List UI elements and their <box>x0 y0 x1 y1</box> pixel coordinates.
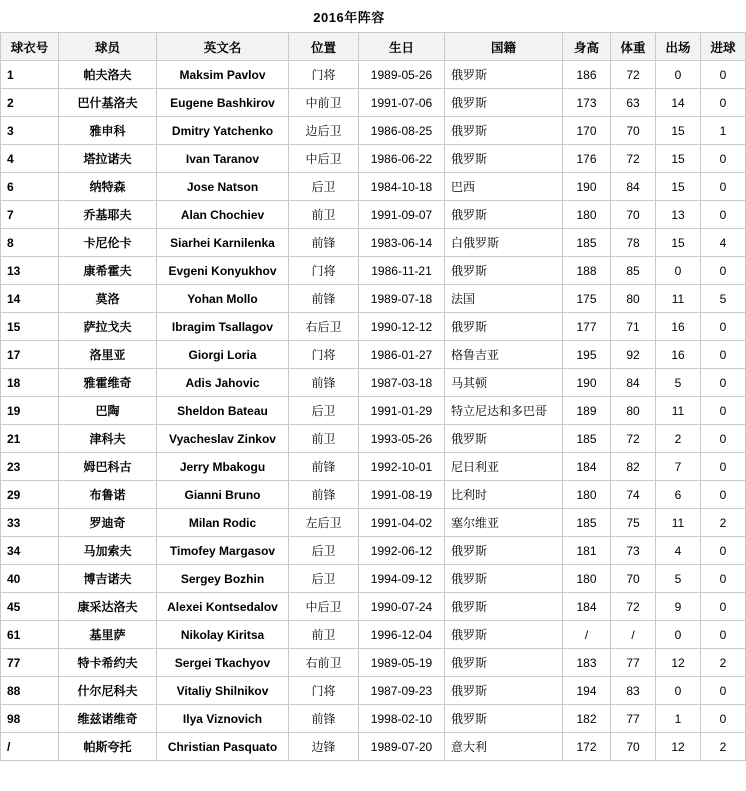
table-row <box>1 285 746 313</box>
player-name-cn: 马加索夫 <box>59 537 157 565</box>
player-number: 13 <box>1 257 59 285</box>
player-nation: 马其顿 <box>445 369 563 397</box>
player-weight: 71 <box>611 313 656 341</box>
player-nation: 俄罗斯 <box>445 89 563 117</box>
player-birthday: 1989-07-20 <box>359 733 445 761</box>
player-position: 前卫 <box>289 621 359 649</box>
player-name-en: Alan Chochiev <box>157 201 289 229</box>
player-name-cn: 特卡希约夫 <box>59 649 157 677</box>
player-number: / <box>1 733 59 761</box>
player-height: 184 <box>563 593 611 621</box>
column-header-position: 位置 <box>289 33 359 61</box>
player-goals: 2 <box>701 649 746 677</box>
table-row <box>1 89 746 117</box>
player-appearances: 0 <box>656 257 701 285</box>
player-goals: 0 <box>701 565 746 593</box>
player-birthday: 1990-07-24 <box>359 593 445 621</box>
player-number: 3 <box>1 117 59 145</box>
player-position: 前锋 <box>289 229 359 257</box>
player-weight: 84 <box>611 173 656 201</box>
player-number: 29 <box>1 481 59 509</box>
player-position: 前卫 <box>289 201 359 229</box>
player-nation: 白俄罗斯 <box>445 229 563 257</box>
player-birthday: 1989-05-19 <box>359 649 445 677</box>
player-name-en: Ibragim Tsallagov <box>157 313 289 341</box>
player-nation: 法国 <box>445 285 563 313</box>
table-row <box>1 61 746 89</box>
player-birthday: 1992-10-01 <box>359 453 445 481</box>
player-birthday: 1996-12-04 <box>359 621 445 649</box>
player-position: 后卫 <box>289 537 359 565</box>
player-weight: 78 <box>611 229 656 257</box>
player-nation: 俄罗斯 <box>445 117 563 145</box>
table-row <box>1 145 746 173</box>
roster-table <box>0 32 746 761</box>
player-nation: 俄罗斯 <box>445 621 563 649</box>
player-weight: 74 <box>611 481 656 509</box>
player-goals: 0 <box>701 425 746 453</box>
player-height: 180 <box>563 481 611 509</box>
player-number: 19 <box>1 397 59 425</box>
player-appearances: 15 <box>656 229 701 257</box>
player-goals: 0 <box>701 369 746 397</box>
player-nation: 俄罗斯 <box>445 201 563 229</box>
player-birthday: 1986-08-25 <box>359 117 445 145</box>
player-birthday: 1991-07-06 <box>359 89 445 117</box>
player-weight: 80 <box>611 285 656 313</box>
table-row <box>1 257 746 285</box>
table-row <box>1 509 746 537</box>
table-row <box>1 621 746 649</box>
player-nation: 尼日利亚 <box>445 453 563 481</box>
player-height: 175 <box>563 285 611 313</box>
player-birthday: 1984-10-18 <box>359 173 445 201</box>
player-goals: 2 <box>701 509 746 537</box>
column-header-nation: 国籍 <box>445 33 563 61</box>
player-name-en: Vyacheslav Zinkov <box>157 425 289 453</box>
player-birthday: 1991-08-19 <box>359 481 445 509</box>
player-height: 172 <box>563 733 611 761</box>
player-height: 186 <box>563 61 611 89</box>
player-name-en: Jose Natson <box>157 173 289 201</box>
player-number: 1 <box>1 61 59 89</box>
column-header-player: 球员 <box>59 33 157 61</box>
player-weight: 77 <box>611 649 656 677</box>
player-goals: 0 <box>701 593 746 621</box>
player-height: 182 <box>563 705 611 733</box>
player-appearances: 14 <box>656 89 701 117</box>
player-weight: 84 <box>611 369 656 397</box>
player-birthday: 1989-05-26 <box>359 61 445 89</box>
player-height: 194 <box>563 677 611 705</box>
player-number: 4 <box>1 145 59 173</box>
player-position: 中前卫 <box>289 89 359 117</box>
player-name-cn: 卡尼伦卡 <box>59 229 157 257</box>
table-row <box>1 649 746 677</box>
player-height: 190 <box>563 173 611 201</box>
player-weight: 75 <box>611 509 656 537</box>
table-row <box>1 537 746 565</box>
player-appearances: 15 <box>656 117 701 145</box>
table-row <box>1 481 746 509</box>
player-appearances: 11 <box>656 397 701 425</box>
player-name-cn: 罗迪奇 <box>59 509 157 537</box>
player-position: 后卫 <box>289 173 359 201</box>
player-appearances: 0 <box>656 61 701 89</box>
column-header-apps: 出场 <box>656 33 701 61</box>
player-position: 门将 <box>289 61 359 89</box>
player-nation: 俄罗斯 <box>445 425 563 453</box>
player-height: 190 <box>563 369 611 397</box>
player-appearances: 11 <box>656 509 701 537</box>
player-weight: 72 <box>611 145 656 173</box>
player-height: 173 <box>563 89 611 117</box>
player-nation: 俄罗斯 <box>445 677 563 705</box>
player-birthday: 1986-11-21 <box>359 257 445 285</box>
player-birthday: 1998-02-10 <box>359 705 445 733</box>
table-row <box>1 593 746 621</box>
player-goals: 0 <box>701 537 746 565</box>
table-row <box>1 565 746 593</box>
table-row <box>1 453 746 481</box>
player-appearances: 0 <box>656 677 701 705</box>
table-row <box>1 117 746 145</box>
player-appearances: 1 <box>656 705 701 733</box>
player-weight: 63 <box>611 89 656 117</box>
player-number: 61 <box>1 621 59 649</box>
player-nation: 俄罗斯 <box>445 257 563 285</box>
player-height: 185 <box>563 509 611 537</box>
player-height: 177 <box>563 313 611 341</box>
player-position: 门将 <box>289 257 359 285</box>
player-number: 8 <box>1 229 59 257</box>
player-name-en: Alexei Kontsedalov <box>157 593 289 621</box>
player-number: 40 <box>1 565 59 593</box>
player-position: 前卫 <box>289 425 359 453</box>
player-height: 170 <box>563 117 611 145</box>
player-position: 前锋 <box>289 705 359 733</box>
player-number: 18 <box>1 369 59 397</box>
player-birthday: 1990-12-12 <box>359 313 445 341</box>
player-name-cn: 帕斯夸托 <box>59 733 157 761</box>
player-appearances: 16 <box>656 313 701 341</box>
player-weight: 72 <box>611 593 656 621</box>
player-name-cn: 津科夫 <box>59 425 157 453</box>
player-goals: 5 <box>701 285 746 313</box>
player-birthday: 1991-04-02 <box>359 509 445 537</box>
player-birthday: 1992-06-12 <box>359 537 445 565</box>
player-number: 17 <box>1 341 59 369</box>
player-birthday: 1986-01-27 <box>359 341 445 369</box>
player-goals: 0 <box>701 89 746 117</box>
column-header-goals: 进球 <box>701 33 746 61</box>
player-height: 184 <box>563 453 611 481</box>
player-position: 后卫 <box>289 565 359 593</box>
player-number: 88 <box>1 677 59 705</box>
player-birthday: 1993-05-26 <box>359 425 445 453</box>
player-name-en: Giorgi Loria <box>157 341 289 369</box>
player-name-en: Yohan Mollo <box>157 285 289 313</box>
player-height: 195 <box>563 341 611 369</box>
player-appearances: 7 <box>656 453 701 481</box>
player-appearances: 5 <box>656 369 701 397</box>
player-goals: 0 <box>701 621 746 649</box>
player-name-cn: 莫洛 <box>59 285 157 313</box>
player-appearances: 11 <box>656 285 701 313</box>
player-birthday: 1991-09-07 <box>359 201 445 229</box>
player-name-en: Sergey Bozhin <box>157 565 289 593</box>
player-height: 180 <box>563 201 611 229</box>
player-number: 15 <box>1 313 59 341</box>
player-appearances: 5 <box>656 565 701 593</box>
player-name-en: Dmitry Yatchenko <box>157 117 289 145</box>
player-height: 180 <box>563 565 611 593</box>
player-height: 181 <box>563 537 611 565</box>
player-name-cn: 什尔尼科夫 <box>59 677 157 705</box>
player-goals: 0 <box>701 61 746 89</box>
player-number: 34 <box>1 537 59 565</box>
player-goals: 0 <box>701 705 746 733</box>
player-weight: 70 <box>611 733 656 761</box>
player-appearances: 2 <box>656 425 701 453</box>
player-goals: 0 <box>701 341 746 369</box>
player-weight: 77 <box>611 705 656 733</box>
table-row <box>1 397 746 425</box>
player-weight: 70 <box>611 201 656 229</box>
player-appearances: 0 <box>656 621 701 649</box>
table-row <box>1 313 746 341</box>
player-nation: 特立尼达和多巴哥 <box>445 397 563 425</box>
player-appearances: 15 <box>656 173 701 201</box>
player-goals: 2 <box>701 733 746 761</box>
player-goals: 0 <box>701 397 746 425</box>
player-birthday: 1994-09-12 <box>359 565 445 593</box>
player-name-en: Siarhei Karnilenka <box>157 229 289 257</box>
player-name-cn: 纳特森 <box>59 173 157 201</box>
player-nation: 俄罗斯 <box>445 537 563 565</box>
player-nation: 巴西 <box>445 173 563 201</box>
player-name-en: Timofey Margasov <box>157 537 289 565</box>
player-goals: 0 <box>701 481 746 509</box>
player-position: 门将 <box>289 677 359 705</box>
player-height: 176 <box>563 145 611 173</box>
player-height: 185 <box>563 425 611 453</box>
player-name-en: Ivan Taranov <box>157 145 289 173</box>
player-position: 前锋 <box>289 285 359 313</box>
player-number: 14 <box>1 285 59 313</box>
player-position: 前锋 <box>289 453 359 481</box>
table-row <box>1 425 746 453</box>
player-appearances: 12 <box>656 649 701 677</box>
player-position: 中后卫 <box>289 593 359 621</box>
table-row <box>1 201 746 229</box>
player-height: 185 <box>563 229 611 257</box>
player-appearances: 15 <box>656 145 701 173</box>
player-name-cn: 萨拉戈夫 <box>59 313 157 341</box>
player-name-en: Evgeni Konyukhov <box>157 257 289 285</box>
table-row <box>1 369 746 397</box>
player-appearances: 4 <box>656 537 701 565</box>
player-number: 6 <box>1 173 59 201</box>
column-header-height: 身高 <box>563 33 611 61</box>
table-row <box>1 229 746 257</box>
table-row <box>1 705 746 733</box>
player-nation: 俄罗斯 <box>445 61 563 89</box>
player-nation: 格鲁吉亚 <box>445 341 563 369</box>
player-nation: 俄罗斯 <box>445 593 563 621</box>
player-name-cn: 雅申科 <box>59 117 157 145</box>
player-weight: 70 <box>611 565 656 593</box>
player-weight: 83 <box>611 677 656 705</box>
player-nation: 俄罗斯 <box>445 313 563 341</box>
player-position: 门将 <box>289 341 359 369</box>
player-name-en: Jerry Mbakogu <box>157 453 289 481</box>
player-number: 2 <box>1 89 59 117</box>
player-number: 21 <box>1 425 59 453</box>
player-position: 前锋 <box>289 481 359 509</box>
player-height: 188 <box>563 257 611 285</box>
table-row <box>1 677 746 705</box>
player-weight: 82 <box>611 453 656 481</box>
player-appearances: 9 <box>656 593 701 621</box>
player-birthday: 1989-07-18 <box>359 285 445 313</box>
player-weight: 72 <box>611 61 656 89</box>
player-nation: 塞尔维亚 <box>445 509 563 537</box>
column-header-number: 球衣号 <box>1 33 59 61</box>
player-name-cn: 雅霍维奇 <box>59 369 157 397</box>
player-position: 边后卫 <box>289 117 359 145</box>
player-appearances: 12 <box>656 733 701 761</box>
player-weight: 85 <box>611 257 656 285</box>
player-birthday: 1991-01-29 <box>359 397 445 425</box>
player-name-cn: 康希霍夫 <box>59 257 157 285</box>
player-number: 7 <box>1 201 59 229</box>
player-weight: 72 <box>611 425 656 453</box>
player-name-en: Adis Jahovic <box>157 369 289 397</box>
player-name-en: Nikolay Kiritsa <box>157 621 289 649</box>
player-goals: 0 <box>701 257 746 285</box>
player-position: 后卫 <box>289 397 359 425</box>
player-name-cn: 洛里亚 <box>59 341 157 369</box>
table-header-row <box>1 33 746 61</box>
player-goals: 0 <box>701 453 746 481</box>
player-name-cn: 博吉诺夫 <box>59 565 157 593</box>
player-name-cn: 布鲁诺 <box>59 481 157 509</box>
column-header-english: 英文名 <box>157 33 289 61</box>
player-weight: 73 <box>611 537 656 565</box>
player-birthday: 1986-06-22 <box>359 145 445 173</box>
player-goals: 0 <box>701 313 746 341</box>
player-weight: 70 <box>611 117 656 145</box>
player-number: 33 <box>1 509 59 537</box>
table-row <box>1 341 746 369</box>
player-nation: 俄罗斯 <box>445 705 563 733</box>
player-name-cn: 姆巴科古 <box>59 453 157 481</box>
table-row <box>1 173 746 201</box>
player-number: 45 <box>1 593 59 621</box>
player-birthday: 1987-03-18 <box>359 369 445 397</box>
player-goals: 0 <box>701 677 746 705</box>
player-nation: 俄罗斯 <box>445 565 563 593</box>
player-appearances: 16 <box>656 341 701 369</box>
column-header-weight: 体重 <box>611 33 656 61</box>
player-name-en: Christian Pasquato <box>157 733 289 761</box>
player-name-en: Vitaliy Shilnikov <box>157 677 289 705</box>
player-name-cn: 基里萨 <box>59 621 157 649</box>
player-name-en: Maksim Pavlov <box>157 61 289 89</box>
player-weight: / <box>611 621 656 649</box>
player-name-cn: 巴什基洛夫 <box>59 89 157 117</box>
player-position: 前锋 <box>289 369 359 397</box>
player-name-cn: 维兹诺维奇 <box>59 705 157 733</box>
table-row <box>1 733 746 761</box>
player-position: 右后卫 <box>289 313 359 341</box>
player-name-cn: 康采达洛夫 <box>59 593 157 621</box>
player-number: 98 <box>1 705 59 733</box>
player-number: 23 <box>1 453 59 481</box>
player-goals: 4 <box>701 229 746 257</box>
player-nation: 意大利 <box>445 733 563 761</box>
player-name-en: Sergei Tkachyov <box>157 649 289 677</box>
player-position: 中后卫 <box>289 145 359 173</box>
column-header-birthday: 生日 <box>359 33 445 61</box>
player-nation: 俄罗斯 <box>445 649 563 677</box>
player-weight: 92 <box>611 341 656 369</box>
player-goals: 1 <box>701 117 746 145</box>
roster-table-body <box>1 61 746 761</box>
player-name-en: Ilya Viznovich <box>157 705 289 733</box>
player-birthday: 1983-06-14 <box>359 229 445 257</box>
player-name-cn: 乔基耶夫 <box>59 201 157 229</box>
player-goals: 0 <box>701 173 746 201</box>
player-position: 左后卫 <box>289 509 359 537</box>
player-height: 189 <box>563 397 611 425</box>
player-weight: 80 <box>611 397 656 425</box>
player-name-en: Gianni Bruno <box>157 481 289 509</box>
player-goals: 0 <box>701 145 746 173</box>
player-nation: 比利时 <box>445 481 563 509</box>
player-name-cn: 塔拉诺夫 <box>59 145 157 173</box>
player-goals: 0 <box>701 201 746 229</box>
player-name-cn: 巴陶 <box>59 397 157 425</box>
player-position: 右前卫 <box>289 649 359 677</box>
player-height: / <box>563 621 611 649</box>
player-birthday: 1987-09-23 <box>359 677 445 705</box>
player-nation: 俄罗斯 <box>445 145 563 173</box>
player-appearances: 13 <box>656 201 701 229</box>
player-height: 183 <box>563 649 611 677</box>
player-name-en: Sheldon Bateau <box>157 397 289 425</box>
player-appearances: 6 <box>656 481 701 509</box>
page-title: 2016年阵容 <box>313 10 385 25</box>
player-name-en: Eugene Bashkirov <box>157 89 289 117</box>
player-name-en: Milan Rodic <box>157 509 289 537</box>
player-position: 边锋 <box>289 733 359 761</box>
player-number: 77 <box>1 649 59 677</box>
player-name-cn: 帕夫洛夫 <box>59 61 157 89</box>
